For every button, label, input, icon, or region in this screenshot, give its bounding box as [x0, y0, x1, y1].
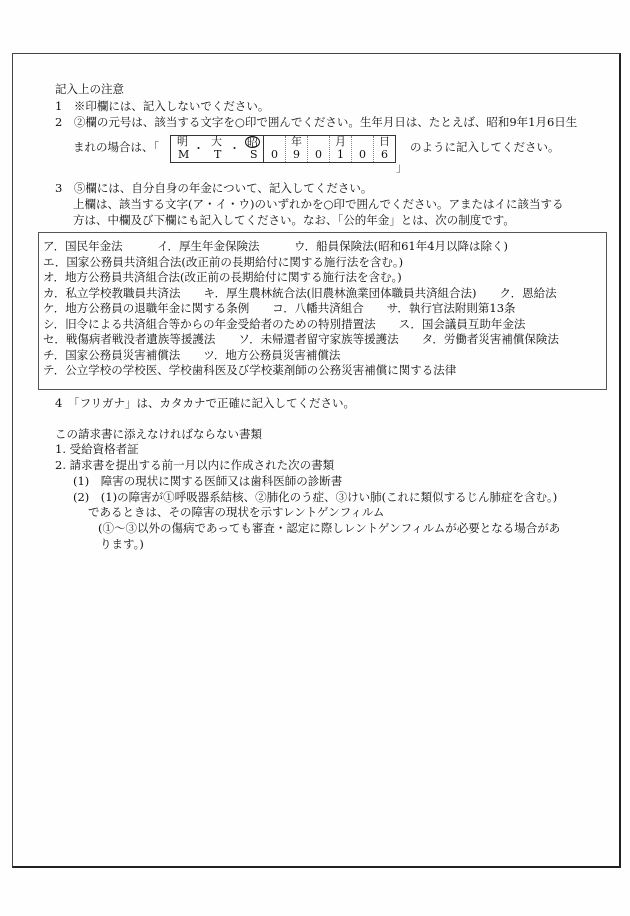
era-cell — [171, 136, 264, 162]
era-t: T — [214, 148, 222, 161]
unit-year: 年 — [291, 135, 302, 148]
pension-laws-box — [38, 232, 607, 390]
era-m: M — [178, 148, 190, 161]
era-meiji: 明 — [177, 135, 188, 148]
unit-day: 日 — [379, 135, 390, 148]
date-example-box — [170, 135, 396, 163]
note-2-example-prefix: まれの場合は、「 — [73, 140, 160, 154]
law-line: エ．国家公務員共済組合法(改正前の長期給付に関する施行法を含む。) — [43, 255, 404, 269]
digit-cell — [264, 136, 286, 162]
doc-note: (①～③以外の傷病であっても審査・認定に際しレントゲンフィルムが必要となる場合があ — [98, 521, 561, 535]
doc-subitem: (1) 障害の現状に関する医師又は歯科医師の診断書 — [73, 474, 343, 488]
digit: 1 — [337, 148, 344, 161]
note-3: 3 ⑤欄には、自分自身の年金について、記入してください。 — [55, 181, 373, 195]
doc-item: 1. 受給資格者証 — [55, 442, 139, 456]
note-2-example-suffix: のように記入してください。 — [410, 140, 560, 154]
law-line: セ．戦傷病者戦没者遺族等援護法 ソ．未帰還者留守家族等援護法 タ．労働者災害補償保険法 — [43, 332, 559, 346]
law-line: オ．地方公務員共済組合法(改正前の長期給付に関する施行法を含む。) — [43, 270, 402, 284]
note-3-line-2: 上欄は、該当する文字(ア・イ・ウ)のいずれかを○印で囲んでください。アまたはイに該当する — [73, 197, 564, 211]
note-4: 4 「フリガナ」は、カタカナで正確に記入してください。 — [55, 396, 355, 410]
law-line: チ．国家公務員災害補償法 ツ．地方公務員災害補償法 — [43, 348, 341, 362]
digit: 0 — [315, 148, 322, 161]
era-taisho: 大 — [211, 135, 222, 148]
note-2: 2 ②欄の元号は、該当する文字を○印で囲んでください。生年月日は、たとえば、昭和9年1月6日生 — [55, 115, 578, 129]
digit-cell — [308, 136, 330, 162]
doc-item: 2. 請求書を提出する前一月以内に作成された次の書類 — [55, 458, 335, 472]
digit: 9 — [293, 148, 300, 161]
note-3-line-3: 方は、中欄及び下欄にも記入してください。なお、「公的年金」とは、次の制度です。 — [73, 213, 515, 227]
doc-subitem-cont: であるときは、その障害の現状を示すレントゲンフィルム — [88, 505, 385, 519]
doc-note-cont: ります。) — [100, 537, 144, 551]
digit-cell — [286, 136, 308, 162]
unit-month: 月 — [335, 135, 346, 148]
digit-cell — [352, 136, 374, 162]
separator: ・ — [193, 142, 204, 155]
notes-title: 記入上の注意 — [55, 82, 124, 96]
digit: 6 — [381, 148, 388, 161]
docs-title: この請求書に添えなければならない書類 — [55, 427, 262, 441]
era-s: S — [250, 148, 258, 161]
digit-cell — [330, 136, 352, 162]
digit: 0 — [359, 148, 366, 161]
law-line: カ．私立学校教職員共済法 キ．厚生農林統合法(旧農林漁業団体職員共済組合法) ク．恩給法 — [43, 286, 557, 300]
close-bracket: 」 — [396, 160, 408, 174]
law-line: テ．公立学校の学校医、学校歯科医及び学校薬剤師の公務災害補償に関する法律 — [43, 363, 457, 377]
law-line: ア．国民年金法 イ．厚生年金保険法 ウ．船員保険法(昭和61年4月以降は除く) — [43, 239, 509, 253]
separator: ・ — [229, 142, 240, 155]
law-line: シ．旧令による共済組合等からの年金受給者のための特別措置法 ス．国会議員互助年金法 — [43, 317, 526, 331]
digit-cell — [374, 136, 395, 162]
digit: 0 — [271, 148, 278, 161]
doc-subitem: (2) (1)の障害が①呼吸器系結核、②肺化のう症、③けい肺(これに類似するじん肺症を含む。) — [73, 490, 558, 504]
law-line: ケ．地方公務員の退職年金に関する条例 コ．八幡共済組合 サ．執行官法附則第13条 — [43, 301, 516, 315]
note-1: 1 ※印欄には、記入しないでください。 — [55, 99, 270, 113]
era-showa-circled: 昭 — [247, 136, 258, 149]
